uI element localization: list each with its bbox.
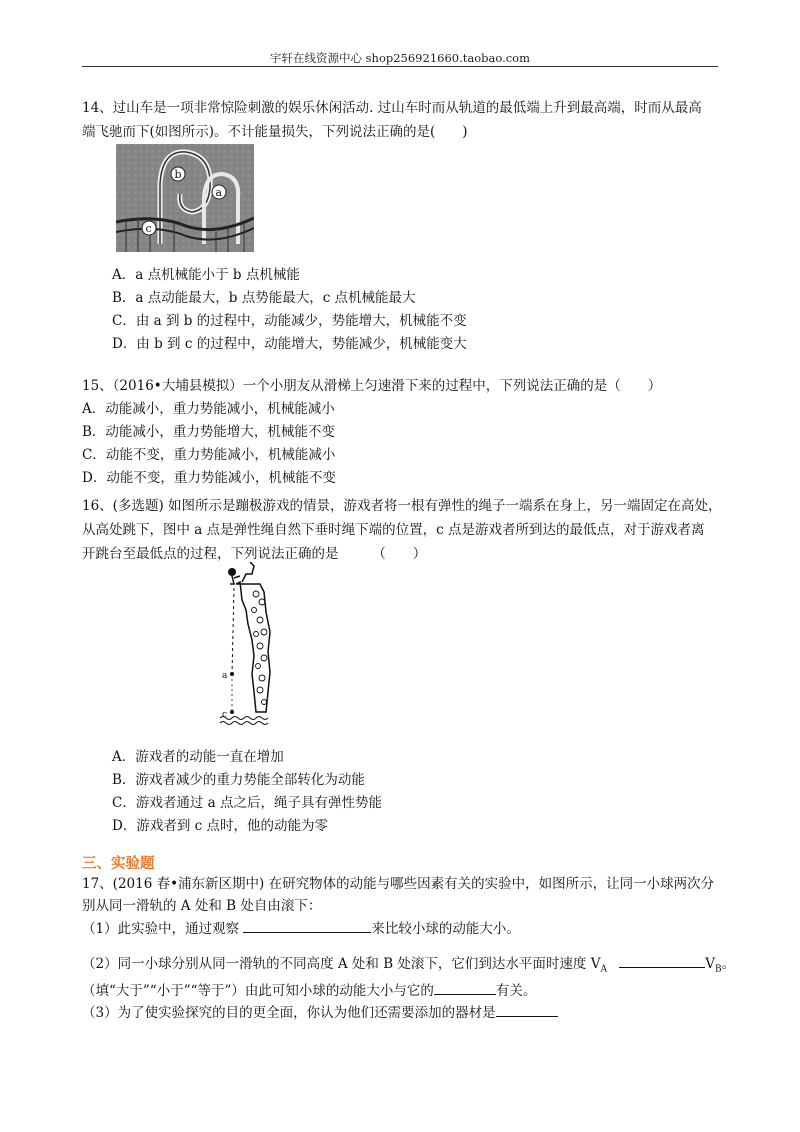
q17-part2-prefix: （2）同一小球分别从同一滑轨的不同高度 A 处和 B 处滚下，它们到达水平面时速度 V [82, 956, 601, 972]
q14-label-b: b [174, 168, 182, 181]
q17-part1-prefix: （1）此实验中，通过观察 [82, 921, 244, 937]
q16-stem-line3: 开跳台至最低点的过程，下列说法正确的是 （ ） [82, 546, 427, 562]
q14-option-b: B．a 点动能最大，b 点势能最大，c 点机械能最大 [112, 290, 416, 306]
q15-stem: 15、（2016•大埔县模拟）一个小朋友从滑梯上匀速滑下来的过程中，下列说法正确的是（ ） [82, 378, 662, 394]
q16-option-a: A．游戏者的动能一直在增加 [112, 749, 284, 765]
q14-option-d: D．由 b 到 c 的过程中，动能增大，势能减少，机械能变大 [112, 336, 467, 352]
q16-stem-line1: 16、(多选题) 如图所示是蹦极游戏的情景，游戏者将一根有弹性的绳子一端系在身上，另一端固定在高处， [82, 498, 722, 514]
q16-stem-line2: 从高处跳下，图中 a 点是弹性绳自然下垂时绳下端的位置，c 点是游戏者所到达的最低点，对于游戏者离 [82, 522, 705, 538]
q17-part1-suffix: 来比较小球的动能大小。 [371, 921, 520, 937]
q17-part3 [82, 1002, 558, 1024]
q15-option-a: A．动能减小，重力势能减小，机械能减小 [82, 401, 335, 417]
q16-option-c: C．游戏者通过 a 点之后，绳子具有弹性势能 [112, 795, 382, 811]
q15-option-d: D．动能不变，重力势能减小，机械能不变 [82, 470, 336, 486]
q17-part2-end: 。 [721, 956, 736, 972]
q14-option-c: C．由 a 到 b 的过程中，动能减少，势能增大，机械能不变 [112, 313, 467, 329]
page-header: 宇轩在线资源中心 shop256921660.taobao.com [269, 51, 531, 65]
q17-stem-line2: 别从同一滑轨的 A 处和 B 处自由滚下： [82, 898, 322, 914]
q17-part2b [82, 980, 536, 1002]
q17-part2b-suffix: 有关。 [495, 983, 537, 999]
q15-option-b: B．动能减小，重力势能增大，机械能不变 [82, 424, 335, 440]
q14-label-c: c [145, 222, 152, 235]
q17-part2-v: V [705, 956, 716, 972]
bungee-jump-figure [216, 562, 276, 732]
q16-option-d: D．游戏者到 c 点时，他的动能为零 [112, 818, 328, 834]
q17-part1 [82, 918, 520, 940]
q17-part3-prefix: （3）为了使实验探究的目的更全面，你认为他们还需要添加的器材是 [82, 1005, 496, 1021]
q15-option-c: C．动能不变，重力势能减小，机械能减小 [82, 447, 336, 463]
section-title-experiment: 三、实验题 [82, 856, 155, 872]
q16-label-c: c [222, 710, 228, 720]
q17-part2-sub-b: B [715, 964, 722, 975]
q17-part2b-blank[interactable] [434, 980, 496, 995]
q14-stem-line2: 端飞驰而下(如图所示)。不计能量损失，下列说法正确的是( ) [82, 124, 468, 140]
q17-part2-blank[interactable] [619, 953, 705, 968]
q16-option-b: B．游戏者减少的重力势能全部转化为动能 [112, 772, 365, 788]
q17-part1-blank[interactable] [243, 918, 371, 933]
q14-option-a: A．a 点机械能小于 b 点机械能 [112, 267, 300, 283]
q17-stem-line1: 17、(2016 春•浦东新区期中) 在研究物体的动能与哪些因素有关的实验中，如图所示，让同一小球两次分 [82, 876, 715, 892]
q16-label-a: a [222, 671, 228, 681]
q17-part2b-prefix: （填“大于”“小于”“等于”）由此可知小球的动能大小与它的 [82, 983, 434, 999]
q14-label-a: a [215, 186, 223, 199]
q17-part3-blank[interactable] [496, 1002, 558, 1017]
roller-coaster-figure [116, 144, 254, 252]
header-divider [82, 66, 718, 67]
q14-stem-line1: 14、过山车是一项非常惊险刺激的娱乐休闲活动. 过山车时而从轨道的最低端上升到最高端，时而从最高 [82, 100, 702, 116]
q17-part2 [82, 953, 735, 981]
q17-part2-sub-a: A [600, 964, 607, 975]
